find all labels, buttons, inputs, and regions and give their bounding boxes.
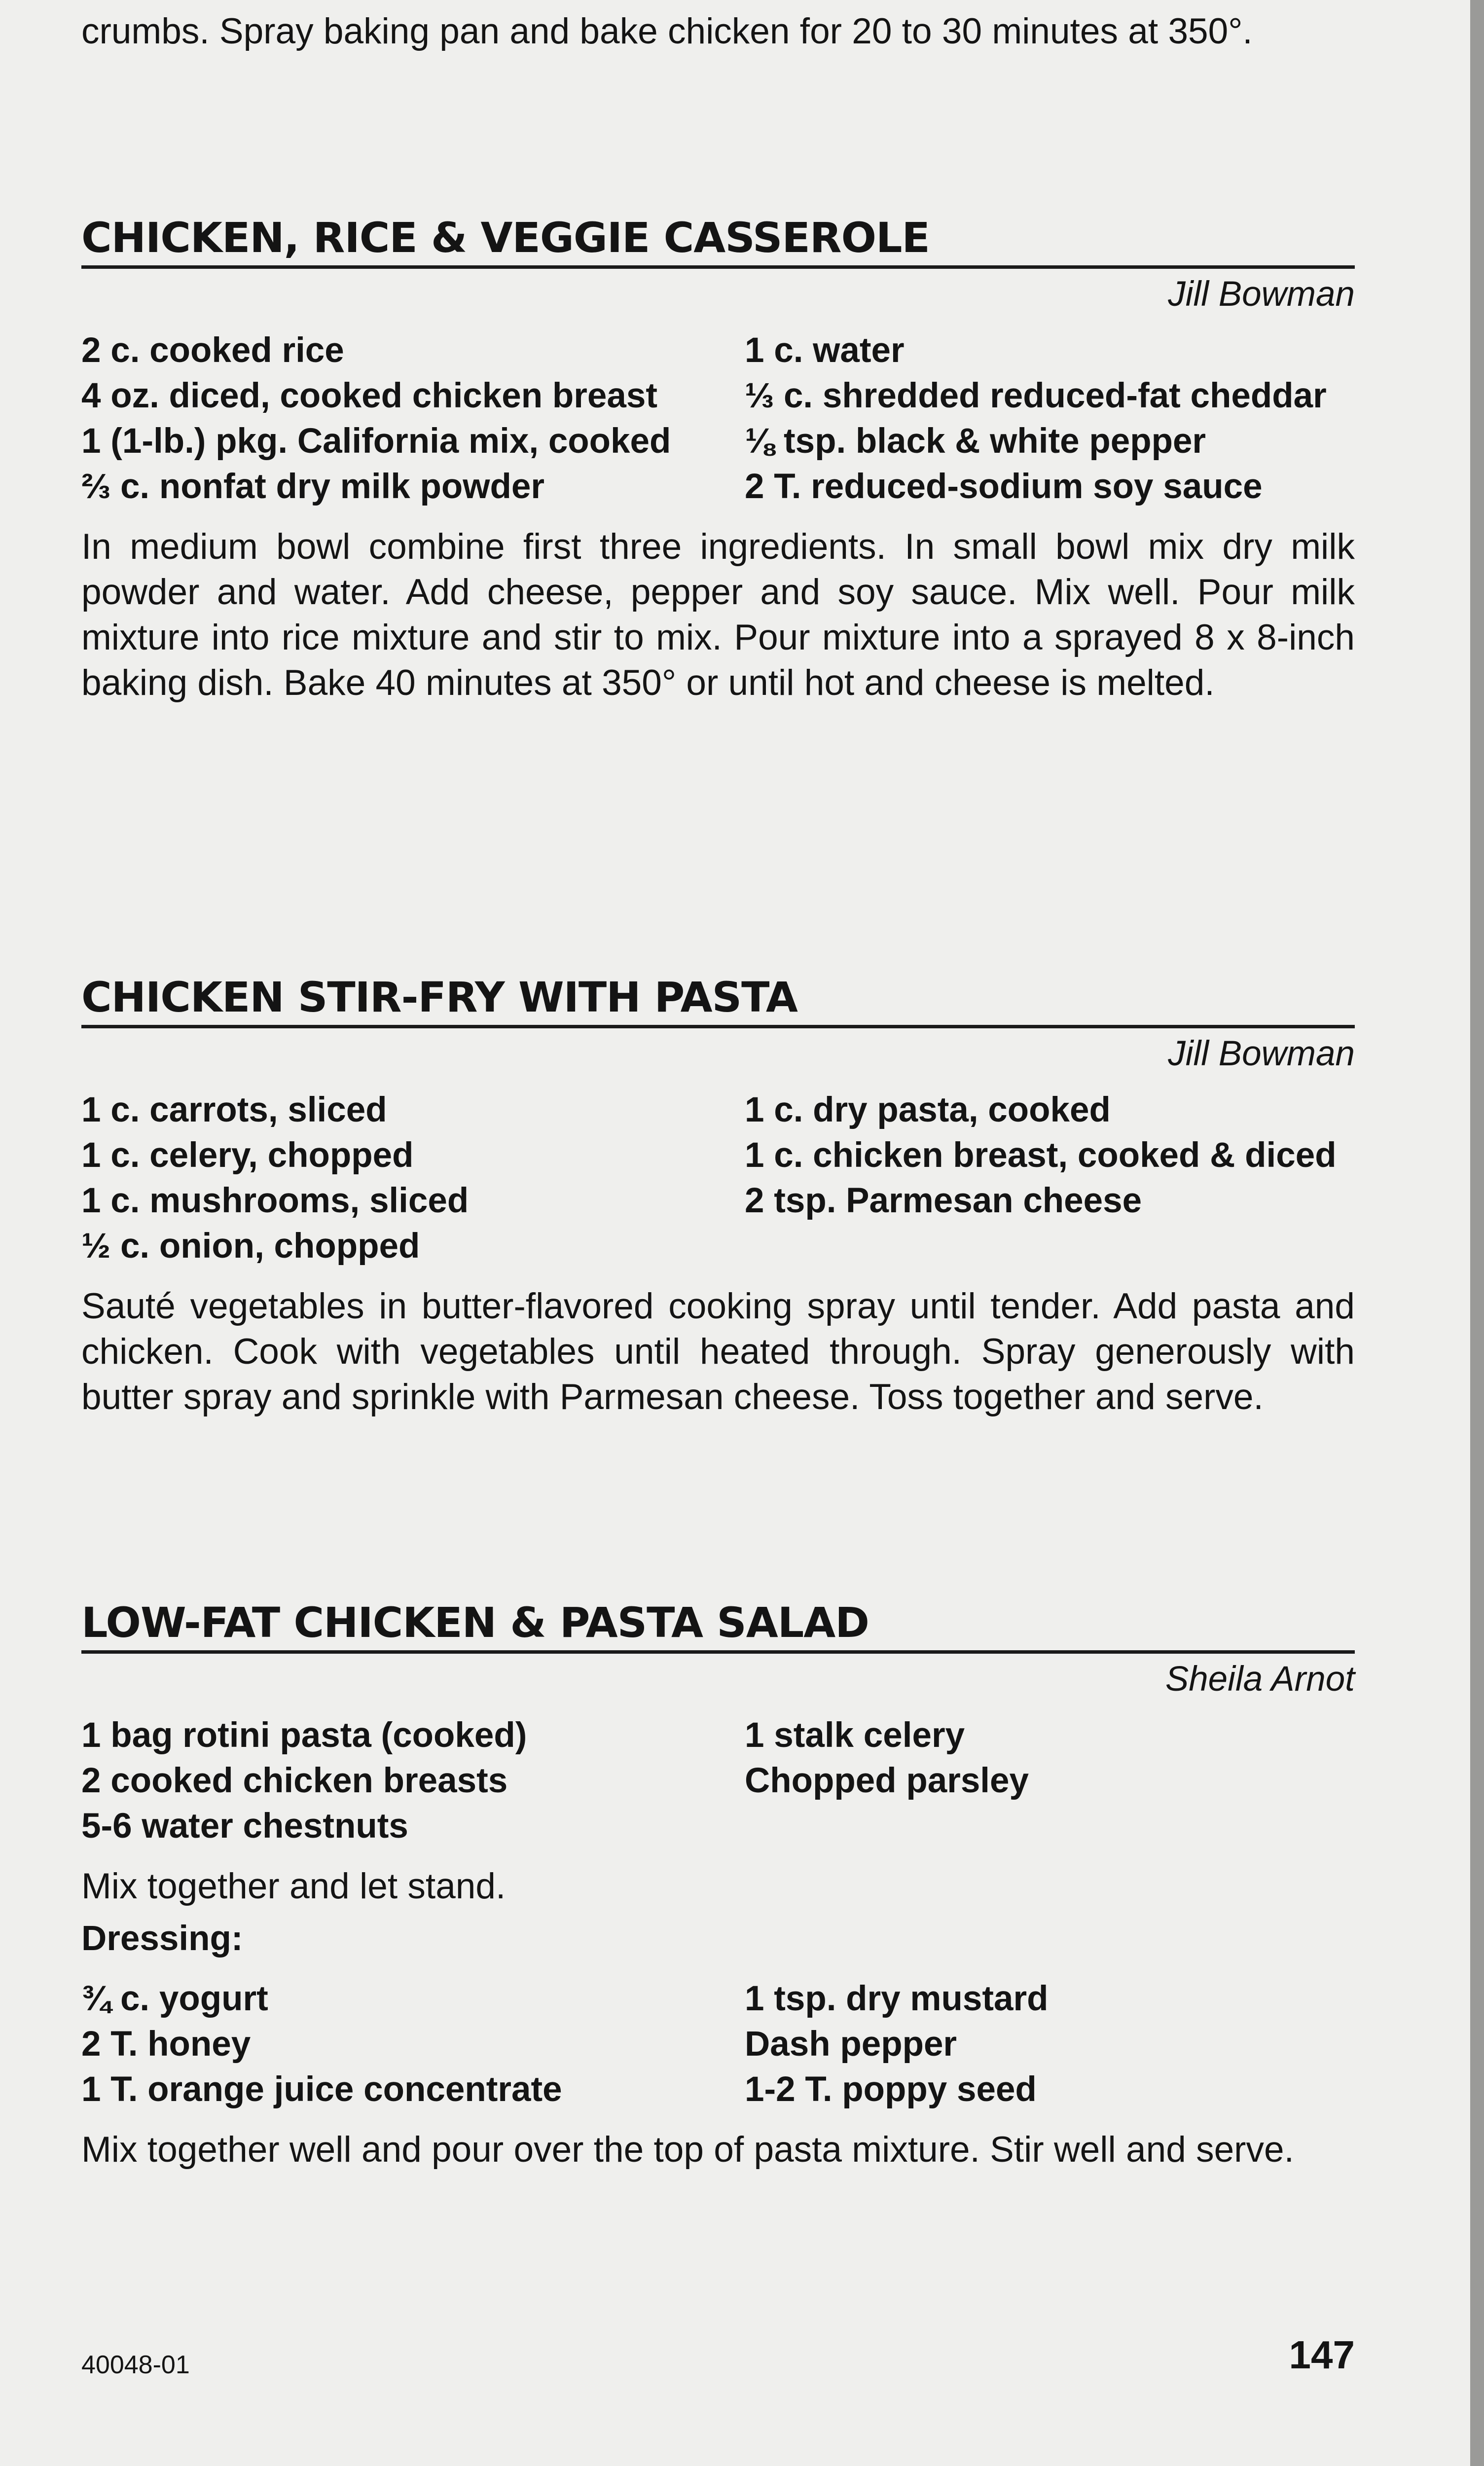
page-edge: [1470, 0, 1484, 2466]
ingredient-item: 2 tsp. Parmesan cheese: [745, 1181, 1142, 1220]
ingredient-item: 1 T. orange juice concentrate: [81, 2070, 562, 2109]
ingredient-item: 1 c. dry pasta, cooked: [745, 1090, 1111, 1129]
recipe-directions: Mix together and let stand.: [81, 1866, 506, 1906]
dressing-directions: Mix together well and pour over the top of pasta mixture. Stir well and serve.: [81, 2130, 1294, 2170]
recipe-directions: In medium bowl combine first three ingredients. In small bowl mix dry milk powder and water. Add cheese, pepper and soy sauce. Mix well. Pour milk mixture into rice mixture and stir to mix. Pour mixture into a sprayed 8 x 8-inch baking dish. Bake 40 minutes at 350° or until hot and cheese is melted.: [81, 527, 1355, 703]
recipe-title: CHICKEN STIR-FRY WITH PASTA: [81, 973, 1355, 1028]
recipe-author: Sheila Arnot: [1165, 1660, 1355, 1699]
ingredient-item: 1-2 T. poppy seed: [745, 2070, 1037, 2109]
ingredient-item: 2 cooked chicken breasts: [81, 1761, 508, 1800]
cookbook-page: [81, 0, 1355, 2466]
ingredients-left-column: [81, 1713, 745, 1849]
ingredient-item: 1 c. chicken breast, cooked & diced: [745, 1136, 1337, 1175]
ingredient-item: 1 tsp. dry mustard: [745, 1979, 1049, 2018]
ingredients-right-column: [745, 1713, 1355, 1849]
ingredients-right-column: [745, 328, 1355, 509]
ingredient-item: Chopped parsley: [745, 1761, 1029, 1800]
dressing-ingredients-list: [81, 1976, 1355, 2112]
recipe-chicken-stir-fry-with-pasta: [81, 973, 1355, 1420]
ingredients-right-column: [745, 1088, 1355, 1269]
ingredient-item: Dash pepper: [745, 2025, 957, 2064]
page-number: 147: [1289, 2333, 1355, 2377]
ingredient-item: 1 c. mushrooms, sliced: [81, 1181, 469, 1220]
ingredient-item: ⅔ c. nonfat dry milk powder: [81, 467, 544, 506]
ingredient-item: 5-6 water chestnuts: [81, 1807, 408, 1846]
dressing-right-column: [745, 1976, 1355, 2112]
ingredients-list: [81, 1088, 1355, 1269]
ingredient-item: ½ c. onion, chopped: [81, 1227, 420, 1266]
ingredients-list: [81, 328, 1355, 509]
ingredient-item: 2 T. honey: [81, 2025, 251, 2064]
ingredient-item: 1 c. water: [745, 331, 905, 370]
ingredient-item: 1 bag rotini pasta (cooked): [81, 1716, 527, 1755]
ingredients-left-column: [81, 1088, 745, 1269]
ingredient-item: 1 c. celery, chopped: [81, 1136, 414, 1175]
recipe-author: Jill Bowman: [1168, 1034, 1355, 1073]
intro-continuation-text: crumbs. Spray baking pan and bake chicken for 20 to 30 minutes at 350°.: [81, 11, 1253, 51]
ingredient-item: 2 c. cooked rice: [81, 331, 344, 370]
ingredient-item: ¾ c. yogurt: [81, 1979, 268, 2018]
ingredients-list: [81, 1713, 1355, 1849]
footer-code: 40048-01: [81, 2351, 190, 2379]
ingredient-item: 4 oz. diced, cooked chicken breast: [81, 376, 657, 415]
recipe-chicken-rice-veggie-casserole: [81, 213, 1355, 706]
ingredient-item: 1 (1-lb.) pkg. California mix, cooked: [81, 422, 671, 461]
recipe-title: LOW-FAT CHICKEN & PASTA SALAD: [81, 1598, 1355, 1654]
recipe-low-fat-chicken-pasta-salad: [81, 1598, 1355, 2173]
recipe-directions: Sauté vegetables in butter-flavored cooking spray until tender. Add pasta and chicken. Cook with vegetables until heated through. Spray generously with butter spray and sprinkle with Parmesan cheese. Toss together and serve.: [81, 1286, 1355, 1417]
dressing-heading: Dressing:: [81, 1919, 243, 1958]
ingredient-item: 1 stalk celery: [745, 1716, 965, 1755]
ingredient-item: 2 T. reduced-sodium soy sauce: [745, 467, 1263, 506]
dressing-left-column: [81, 1976, 745, 2112]
ingredient-item: ⅛ tsp. black & white pepper: [745, 422, 1206, 461]
ingredient-item: 1 c. carrots, sliced: [81, 1090, 387, 1129]
ingredients-left-column: [81, 328, 745, 509]
recipe-author: Jill Bowman: [1168, 275, 1355, 314]
recipe-title: CHICKEN, RICE & VEGGIE CASSEROLE: [81, 213, 1355, 269]
ingredient-item: ⅓ c. shredded reduced-fat cheddar: [745, 376, 1327, 415]
